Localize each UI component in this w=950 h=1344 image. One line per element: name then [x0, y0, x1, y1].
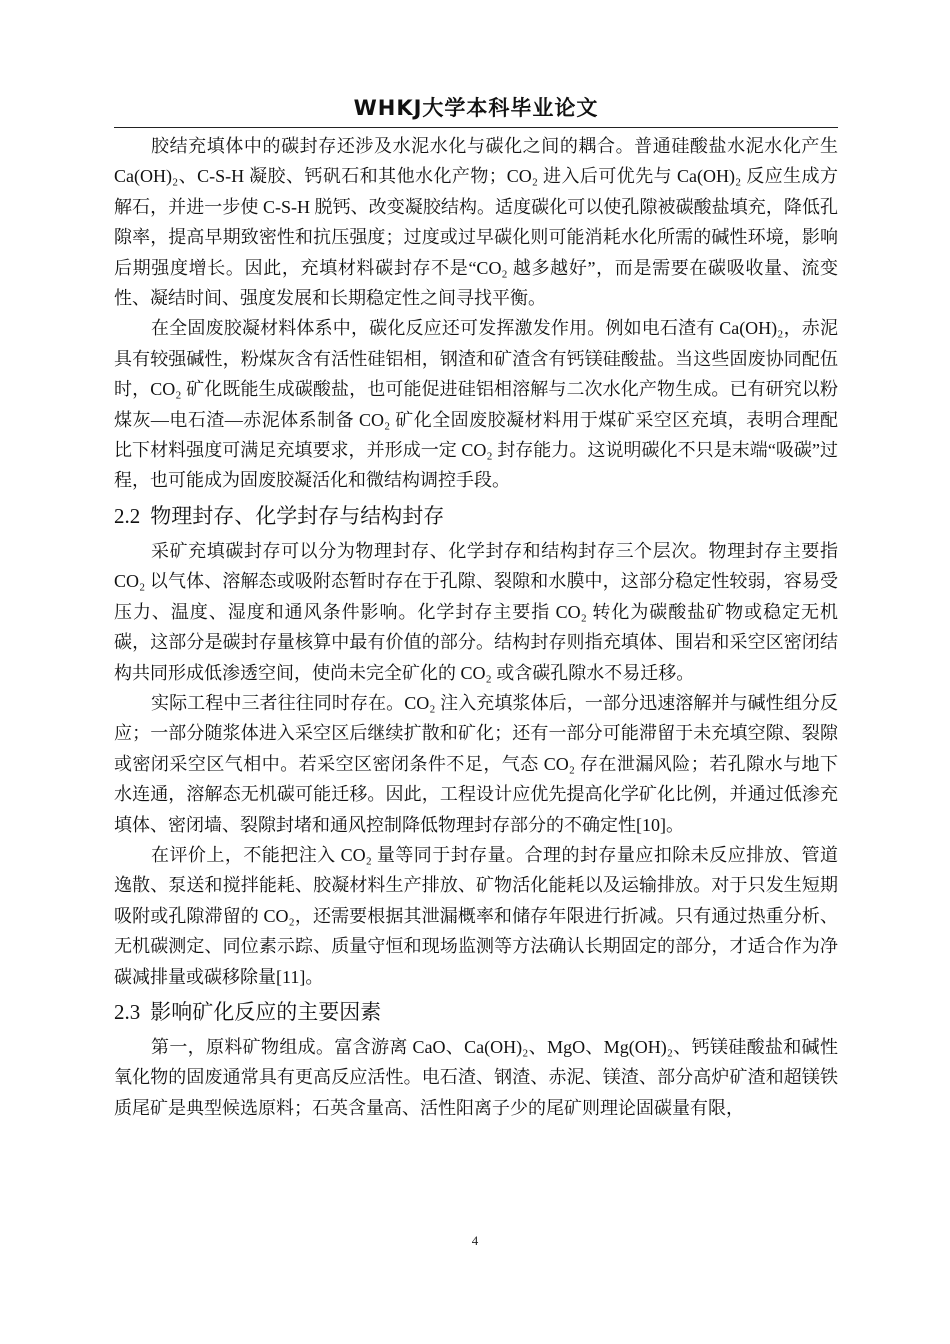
section-number: 2.2 — [114, 503, 141, 528]
body-content — [114, 131, 838, 1123]
paragraph: 胶结充填体中的碳封存还涉及水泥水化与碳化之间的耦合。普通硅酸盐水泥水化产生 Ca(OH)₂、C-S-H 凝胶、钙矾石和其他水化产物；CO₂ 进入后可优先与 Ca(OH)₂ 反应生成方解石，并进一步使 C-S-H 脱钙、改变凝胶结构。适度碳化可以使孔隙被碳酸盐填充，降低孔隙率，提高早期致密性和抗压强度；过度或过早碳化则可能消耗水化所需的碱性环境，影响后期强度增长。因此，充填材料碳封存不是“CO₂ 越多越好”，而是需要在碳吸收量、流变性、凝结时间、强度发展和长期稳定性之间寻找平衡。 — [114, 136, 838, 309]
header-rule — [114, 127, 838, 128]
paragraph: 实际工程中三者往往同时存在。CO₂ 注入充填浆体后，一部分迅速溶解并与碱性组分反应；一部分随浆体进入采空区后继续扩散和矿化；还有一部分可能滞留于未充填空隙、裂隙或密闭采空区气相中。若采空区密闭条件不足，气态 CO₂ 存在泄漏风险；若孔隙水与地下水连通，溶解态无机碳可能迁移。因此，工程设计应优先提高化学矿化比例，并通过低渗充填体、密闭墙、裂隙封堵和通风控制降低物理封存部分的不确定性[10]。 — [114, 692, 838, 835]
page-number: 4 — [471, 1233, 479, 1248]
section-title: 影响矿化反应的主要因素 — [150, 999, 382, 1024]
paragraph: 在全固废胶凝材料体系中，碳化反应还可发挥激发作用。例如电石渣有 Ca(OH)₂，赤泥具有较强碱性，粉煤灰含有活性硅铝相，钢渣和矿渣含有钙镁硅酸盐。当这些固废协同配伍时，CO₂ 矿化既能生成碳酸盐，也可能促进硅铝相溶解与二次水化产物生成。已有研究以粉煤灰—电石渣—赤泥体系制备 CO₂ 矿化全固废胶凝材料用于煤矿采空区充填，表明合理配比下材料强度可满足充填要求，并形成一定 CO₂ 封存能力。这说明碳化不只是末端“吸碳”过程，也可能成为固废胶凝活化和微结构调控手段。 — [114, 318, 838, 491]
section-number: 2.3 — [114, 999, 141, 1024]
section-title: 物理封存、化学封存与结构封存 — [150, 503, 445, 528]
paragraph: 第一，原料矿物组成。富含游离 CaO、Ca(OH)₂、MgO、Mg(OH)₂、钙镁硅酸盐和碱性氧化物的固废通常具有更高反应活性。电石渣、钢渣、赤泥、镁渣、部分高炉矿渣和超镁铁质尾矿是典型候选原料；石英含量高、活性阳离子少的尾矿则理论固碳量有限， — [114, 1036, 838, 1118]
section-heading — [114, 992, 838, 1032]
paragraph: 在评价上，不能把注入 CO₂ 量等同于封存量。合理的封存量应扣除未反应排放、管道逸散、泵送和搅拌能耗、胶凝材料生产排放、矿物活化能耗以及运输排放。对于只发生短期吸附或孔隙滞留的 CO₂，还需要根据其泄漏概率和储存年限进行折减。只有通过热重分析、无机碳测定、同位素示踪、质量守恒和现场监测等方法确认长期固定的部分，才适合作为净碳减排量或碳移除量[11]。 — [114, 844, 838, 987]
section-heading — [114, 496, 838, 536]
paragraph: 采矿充填碳封存可以分为物理封存、化学封存和结构封存三个层次。物理封存主要指 CO₂ 以气体、溶解态或吸附态暂时存在于孔隙、裂隙和水膜中，这部分稳定性较弱，容易受压力、温度、湿度和通风条件影响。化学封存主要指 CO₂ 转化为碳酸盐矿物或稳定无机碳，这部分是碳封存量核算中最有价值的部分。结构封存则指充填体、围岩和采空区密闭结构共同形成低渗透空间，使尚未完全矿化的 CO₂ 或含碳孔隙水不易迁移。 — [114, 540, 838, 683]
running-header: WHKJ大学本科毕业论文 — [353, 96, 599, 120]
